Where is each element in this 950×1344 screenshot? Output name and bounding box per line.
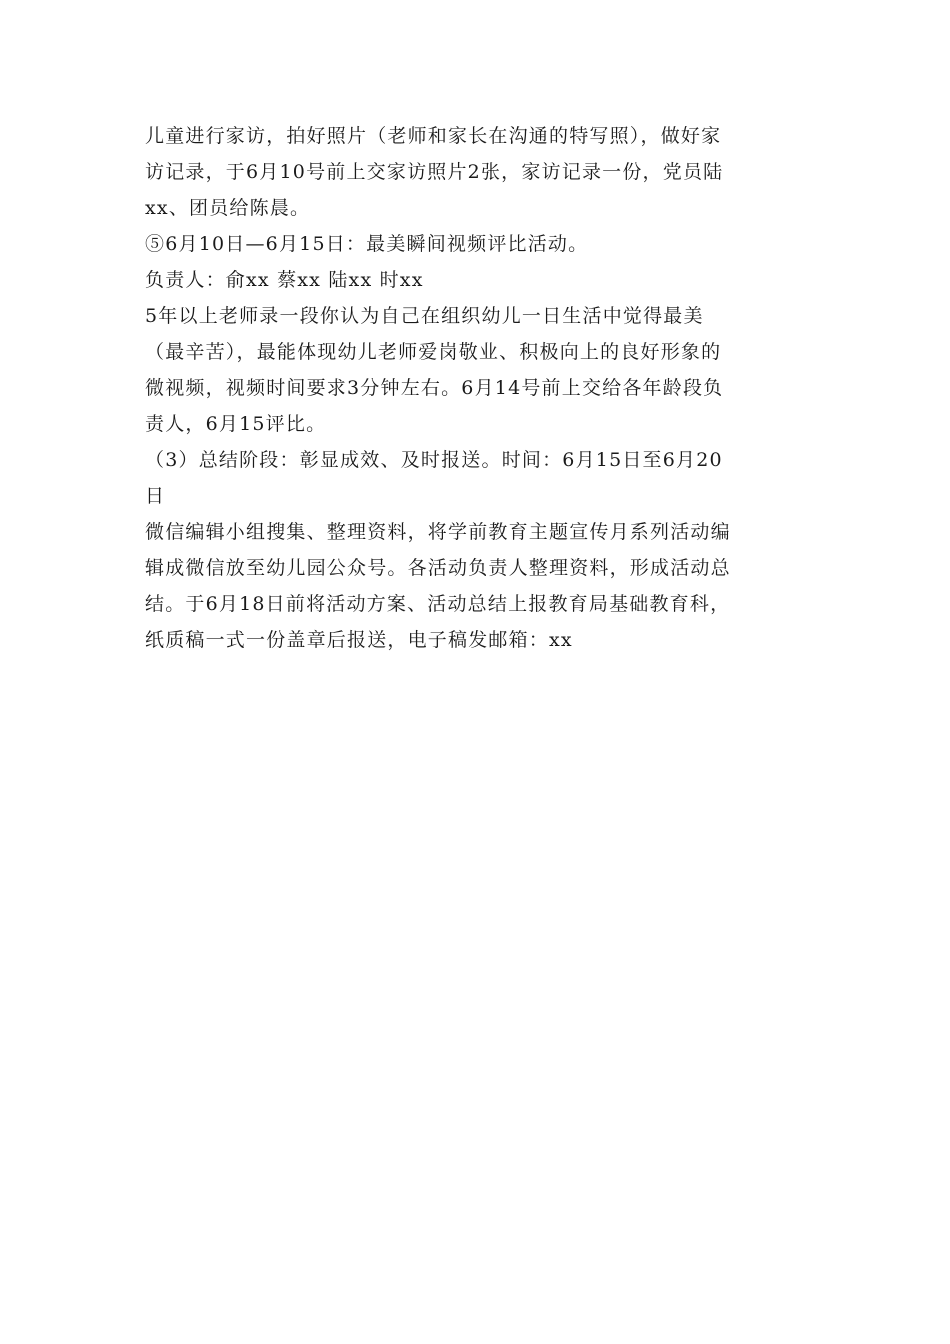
text-line: （最辛苦），最能体现幼儿老师爱岗敬业、积极向上的良好形象的 bbox=[145, 341, 722, 363]
text-line: xx、团员给陈晨。 bbox=[145, 197, 311, 219]
text-line: 纸质稿一式一份盖章后报送，电子稿发邮箱：xx bbox=[145, 629, 573, 651]
text-line: 微视频，视频时间要求3分钟左右。6月14号前上交给各年龄段负 bbox=[145, 377, 724, 399]
text-line: 5年以上老师录一段你认为自己在组织幼儿一日生活中觉得最美 bbox=[145, 305, 704, 327]
text-line: 微信编辑小组搜集、整理资料，将学前教育主题宣传月系列活动编 bbox=[145, 521, 731, 543]
text-line: 儿童进行家访，拍好照片（老师和家长在沟通的特写照），做好家 bbox=[145, 125, 722, 147]
text-line: 日 bbox=[145, 485, 166, 507]
document-body bbox=[145, 118, 810, 658]
text-line: 负责人：俞xx 蔡xx 陆xx 时xx bbox=[145, 269, 424, 291]
text-line: ⑤6月10日—6月15日：最美瞬间视频评比活动。 bbox=[145, 233, 589, 255]
text-line: （3）总结阶段：彰显成效、及时报送。时间：6月15日至6月20 bbox=[145, 449, 723, 471]
text-line: 辑成微信放至幼儿园公众号。各活动负责人整理资料，形成活动总 bbox=[145, 557, 731, 579]
text-line: 结。于6月18日前将活动方案、活动总结上报教育局基础教育科， bbox=[145, 593, 731, 615]
text-line: 责人，6月15评比。 bbox=[145, 413, 327, 435]
text-line: 访记录，于6月10号前上交家访照片2张，家访记录一份，党员陆 bbox=[145, 161, 724, 183]
